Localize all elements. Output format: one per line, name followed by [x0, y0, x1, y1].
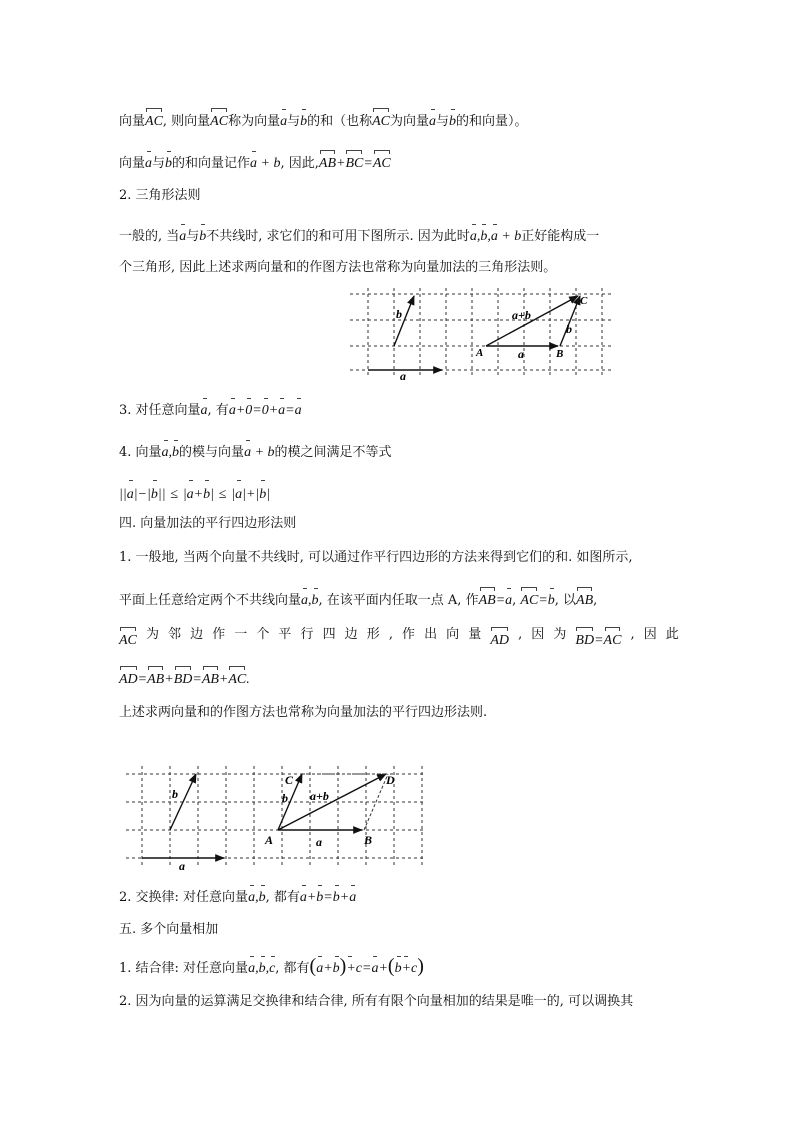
point-c: C	[285, 773, 294, 787]
text: 四	[322, 627, 336, 642]
text-line-2	[119, 148, 391, 174]
minus-sign: |−|	[133, 487, 151, 502]
text: 1. 结合律: 对任意向量	[119, 961, 249, 976]
label-a-2: a	[316, 835, 322, 849]
plus-sign: +	[323, 961, 333, 976]
vector-b: b	[312, 586, 319, 611]
parallelogram-rule-figure	[124, 766, 430, 870]
equals-sign: =	[285, 403, 295, 418]
text: ,	[388, 627, 393, 642]
vector-b: b	[548, 586, 555, 611]
equals-sign: =	[323, 890, 333, 905]
vector-ab: AB	[147, 664, 164, 690]
vector-b: b	[259, 883, 266, 908]
vector-sum: a + b	[250, 149, 280, 174]
text: 平面上任意给定两个不共线向量	[119, 593, 302, 608]
vector-bd: BD	[575, 625, 594, 651]
vector-ac: AC	[119, 625, 137, 651]
text: , 都有	[265, 890, 300, 905]
label-a: a	[400, 369, 406, 380]
comma: ,	[168, 445, 173, 460]
text-line-3	[119, 222, 599, 247]
vector-a: a	[162, 438, 169, 463]
text: 3. 对任意向量	[119, 403, 201, 418]
point-a: A	[476, 347, 484, 359]
vector-a: a	[300, 883, 307, 908]
comma: ,	[476, 229, 481, 244]
text: 与	[152, 156, 166, 171]
vector-sum: a + b	[244, 438, 274, 463]
plus-sign: +	[164, 672, 174, 687]
text: 量	[468, 627, 482, 642]
vector-a: a	[371, 954, 378, 979]
text: 2. 交换律: 对任意向量	[119, 890, 249, 905]
equals-sign: =	[495, 593, 506, 608]
text: 边	[344, 627, 358, 642]
equals-sign: =	[362, 961, 372, 976]
bar: |	[231, 487, 236, 502]
vector-ac: AC	[145, 106, 163, 132]
equals-sign: =	[252, 403, 262, 418]
comma: ,	[308, 593, 312, 608]
le-sign: ≤	[170, 487, 179, 502]
point-c: C	[580, 295, 588, 307]
le-sign: ≤	[218, 487, 227, 502]
vector-a: a	[235, 478, 242, 507]
vector-ac: AC	[373, 148, 391, 174]
vector-c: +c	[346, 954, 362, 979]
label-b-2: b	[566, 322, 572, 336]
vector-a: a	[248, 883, 255, 908]
vector-a: a	[127, 478, 134, 507]
vector-a: a	[470, 222, 477, 247]
text: 向	[446, 627, 460, 642]
equals-sign: =	[137, 672, 148, 687]
text: ,	[630, 627, 635, 642]
vector-b-arrow	[394, 296, 414, 346]
text: 行	[300, 627, 314, 642]
vector-b: b	[333, 883, 340, 908]
text-p5: 上述求两向量和的作图方法也常称为向量加法的平行四边形法则.	[119, 705, 488, 720]
vector-a: a	[179, 222, 186, 247]
equals-sign: =	[363, 156, 373, 171]
text: , 在该平面内任取一点 A, 作	[318, 593, 479, 608]
bar: |	[266, 487, 271, 502]
vector-ac: AC	[210, 106, 228, 132]
text: , 有	[207, 403, 229, 418]
text: 因	[643, 627, 657, 642]
comma: ,	[255, 961, 259, 976]
vector-b: b	[172, 438, 179, 463]
vector-b: b	[480, 222, 487, 247]
text: 边	[190, 627, 204, 642]
text: 出	[424, 627, 438, 642]
inequality	[119, 478, 270, 507]
vector-a: a	[229, 396, 236, 421]
grid	[126, 766, 426, 868]
equals-sign: =	[538, 593, 548, 608]
vector-b: b	[259, 954, 266, 979]
plus-sign: +	[268, 403, 279, 418]
heading-parallelogram-rule: 四. 向量加法的平行四边形法则	[119, 516, 297, 531]
bar: |	[255, 487, 260, 502]
text: 为	[145, 627, 159, 642]
vector-ab: AB	[319, 148, 336, 174]
text: ,	[593, 593, 598, 608]
vector-c: c	[269, 954, 275, 979]
text: 为	[553, 627, 567, 642]
triangle-rule-figure	[350, 288, 615, 380]
text: 向量	[119, 156, 146, 171]
text: 称为向量	[228, 114, 281, 129]
plus-sign: +	[339, 890, 350, 905]
text-p4	[119, 664, 250, 690]
text: 向量	[119, 114, 146, 129]
point-b: B	[364, 833, 373, 847]
text: 与	[287, 114, 301, 129]
vector-b: b	[300, 107, 307, 132]
text-last: 2. 因为向量的运算满足交换律和结合律, 所有有限个向量相加的结果是唯一的, 可以调换其	[119, 994, 634, 1009]
paren-left: (	[309, 955, 317, 977]
text-p3	[119, 625, 679, 651]
paren-left: (	[387, 955, 395, 977]
plus-sign: +	[193, 487, 204, 502]
text-line-6	[119, 438, 392, 463]
plus-sign: +	[336, 156, 346, 171]
equals-sign: =	[192, 672, 202, 687]
point-a: A	[265, 833, 274, 847]
text: 与	[186, 229, 200, 244]
text: 因	[531, 627, 545, 642]
text: 个	[256, 627, 270, 642]
text: 一般的, 当	[119, 229, 180, 244]
label-b-2: b	[282, 791, 288, 805]
text: 作	[402, 627, 416, 642]
heading-multi-vector: 五. 多个向量相加	[119, 922, 219, 937]
text: 的和向量记作	[172, 156, 251, 171]
vector-ab: AB	[479, 585, 496, 611]
comma: ,	[255, 890, 259, 905]
vector-b: b	[203, 478, 210, 507]
bar: |	[210, 487, 214, 502]
text: , 都有	[275, 961, 310, 976]
vector-a: a	[349, 883, 356, 908]
text-line-4: 个三角形, 因此上述求两向量和的作图方法也常称为向量加法的三角形法则。	[119, 260, 557, 275]
text: 为向量	[390, 114, 430, 129]
vector-bd: BD	[174, 664, 193, 690]
label-a-plus-b: a+b	[310, 789, 329, 803]
vector-a: a	[505, 586, 512, 611]
text: 邻	[168, 627, 182, 642]
bar: |	[242, 487, 246, 502]
text: 的和向量）。	[456, 114, 528, 129]
text-line-1	[119, 106, 528, 132]
vector-b: b	[165, 149, 172, 174]
paren-right: )	[417, 955, 424, 977]
vector-a: a	[187, 478, 194, 507]
bar: |	[182, 487, 187, 502]
vector-a: a	[429, 107, 436, 132]
text: 此	[665, 627, 679, 642]
vector-ac: AC	[228, 664, 246, 690]
text: , 以	[554, 593, 577, 608]
text: 的模与向量	[179, 445, 245, 460]
equals-sign: =	[594, 633, 604, 648]
vector-a: a	[295, 396, 302, 421]
text: , 因此,	[280, 156, 319, 171]
vector-a: a	[145, 149, 152, 174]
heading-triangle-rule: 2. 三角形法则	[119, 188, 201, 203]
vector-ac: AC	[372, 106, 390, 132]
comma: ,	[265, 961, 270, 976]
label-a-2: a	[518, 347, 524, 361]
plus-sign: +	[245, 487, 256, 502]
vector-b: b	[449, 107, 456, 132]
vector-a: a	[316, 954, 323, 979]
text: 作	[212, 627, 226, 642]
text-p2	[119, 585, 597, 611]
label-b: b	[396, 307, 402, 321]
vector-ac: AC	[520, 585, 538, 611]
vector-bc: BC	[345, 148, 363, 174]
text: 的模之间满足不等式	[274, 445, 392, 460]
vector-ad: AD	[119, 664, 138, 690]
vector-b: b	[259, 478, 266, 507]
bar: ||	[119, 487, 127, 502]
point-b: B	[556, 348, 564, 360]
vector-a: a	[280, 107, 287, 132]
vector-c: +c	[402, 954, 418, 979]
plus-sign: +	[235, 403, 246, 418]
label-b: b	[172, 787, 178, 801]
vector-ad: AD	[490, 625, 509, 651]
vector-ab: AB	[576, 585, 593, 611]
plus-sign: +	[306, 890, 317, 905]
vector-ac: AC	[604, 625, 622, 651]
vector-b: b	[333, 954, 340, 979]
plus-sign: +	[218, 672, 229, 687]
text: 形	[366, 627, 380, 642]
text: 的和（也称	[307, 114, 373, 129]
zero-vector: 0	[245, 396, 252, 421]
point-d: D	[386, 773, 395, 787]
vector-b: b	[316, 883, 323, 908]
bar: ||	[157, 487, 166, 502]
vector-a: a	[248, 954, 255, 979]
period: .	[246, 672, 250, 687]
zero-vector: 0	[262, 396, 269, 421]
comma: ,	[487, 229, 491, 244]
text: , 则向量	[162, 114, 211, 129]
text: 一	[234, 627, 248, 642]
vector-a: a	[278, 396, 285, 421]
vector-b: b	[395, 954, 402, 979]
text: ,	[512, 593, 517, 608]
vector-a: a	[201, 396, 208, 421]
text: 正好能构成一	[521, 229, 600, 244]
vector-sum: a + b	[491, 222, 521, 247]
vector-ab: AB	[202, 664, 219, 690]
text: 与	[436, 114, 450, 129]
grid	[350, 288, 612, 378]
plus-sign: +	[378, 961, 388, 976]
text-associative	[119, 954, 424, 979]
vector-sum-triangle	[486, 296, 578, 346]
text-commutative	[119, 883, 356, 908]
text: 4. 向量	[119, 445, 162, 460]
paren-right: )	[339, 955, 347, 977]
vector-b: b	[199, 222, 206, 247]
text-p1: 1. 一般地, 当两个向量不共线时, 可以通过作平行四边形的方法来得到它们的和. 如图所示,	[119, 550, 633, 565]
text-line-5	[119, 396, 302, 421]
vector-b: b	[151, 478, 158, 507]
text: ,	[518, 627, 523, 642]
label-a: a	[179, 859, 185, 870]
label-a-plus-b: a+b	[512, 308, 531, 322]
text: 不共线时, 求它们的和可用下图所示. 因为此时	[206, 229, 470, 244]
text: 平	[278, 627, 292, 642]
vector-a: a	[301, 586, 308, 611]
